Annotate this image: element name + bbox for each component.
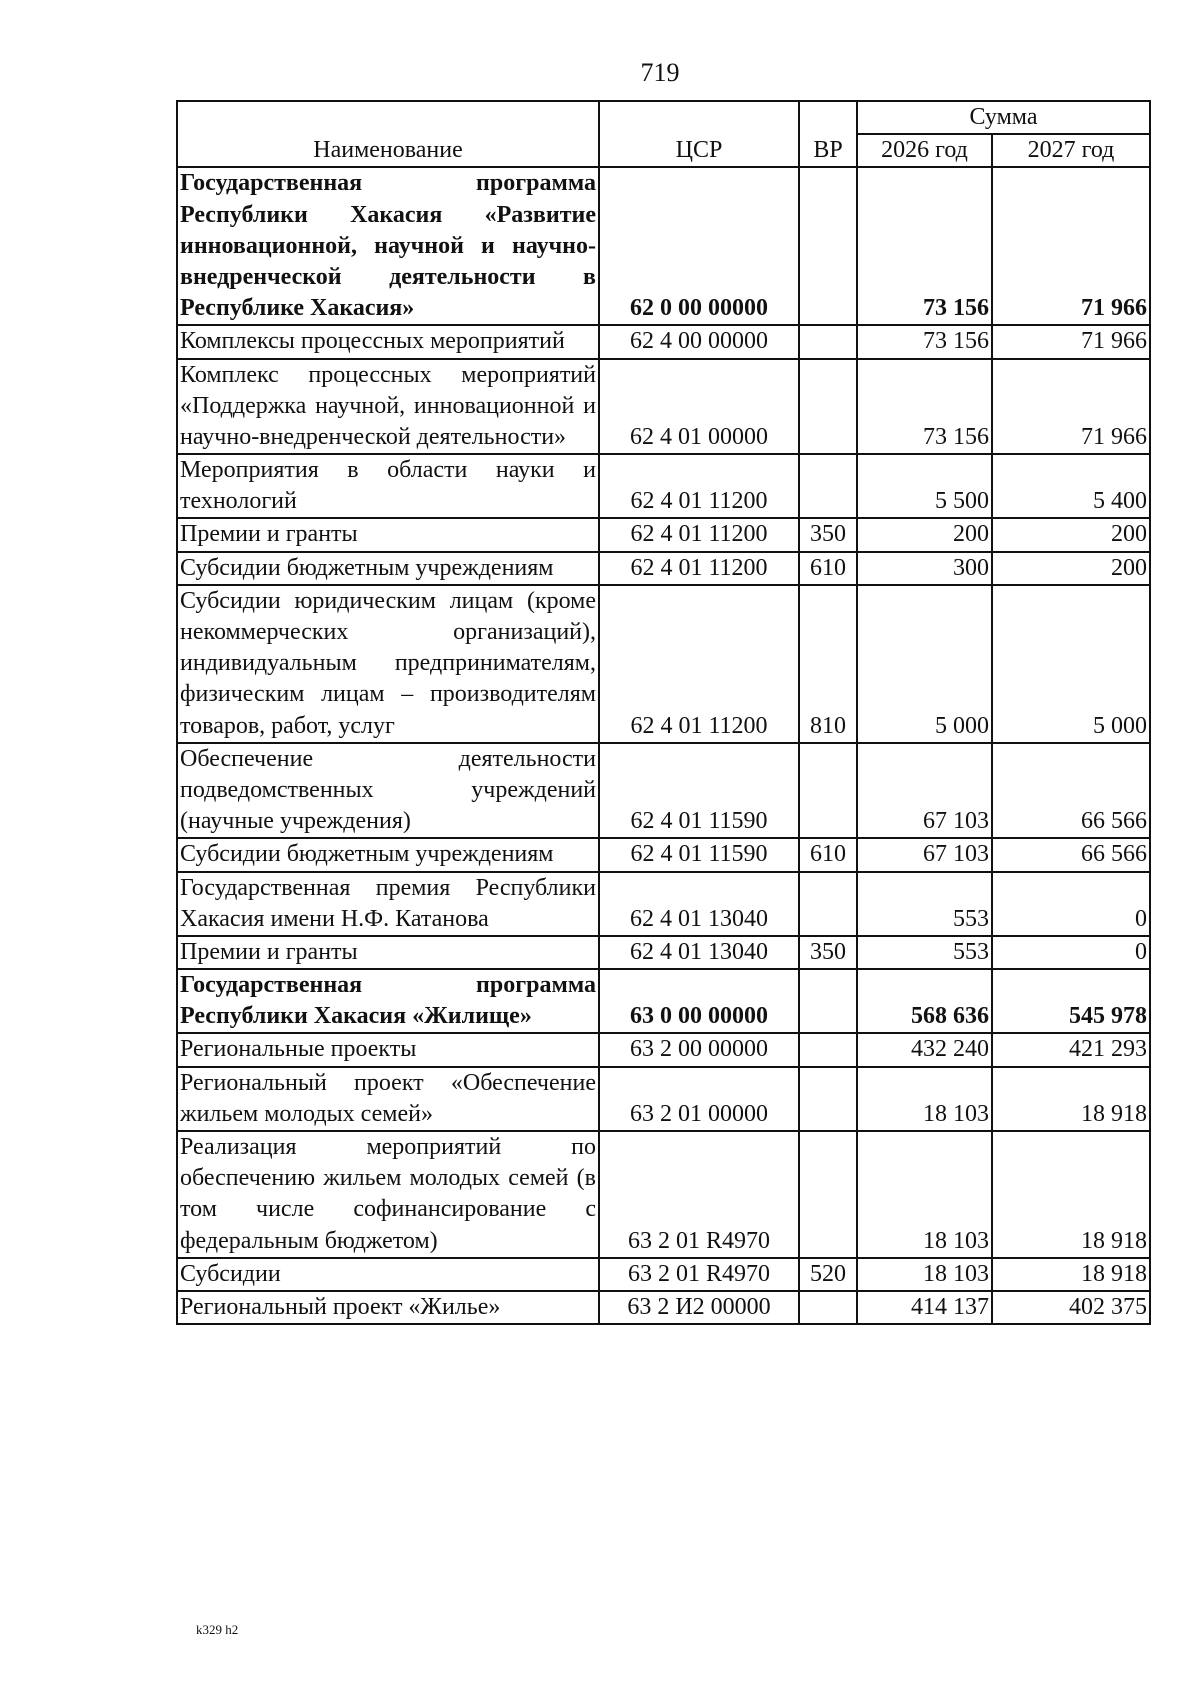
table-row — [177, 585, 1150, 743]
row-csr: 63 0 00 00000 — [599, 969, 799, 1033]
row-sum-2026: 18 103 — [857, 1067, 992, 1131]
row-name: Региональный проект «Жилье» — [177, 1291, 599, 1324]
header-sum: Сумма — [857, 101, 1150, 134]
row-vr — [799, 1033, 857, 1066]
row-sum-2027: 18 918 — [992, 1131, 1150, 1258]
row-sum-2027: 0 — [992, 872, 1150, 936]
row-name: Комплекс процессных мероприятий «Поддержка научной, инновационной и научно-внедренческой деятельности» — [177, 359, 599, 455]
row-vr — [799, 325, 857, 358]
row-csr: 62 4 01 11200 — [599, 585, 799, 743]
page-number: 719 — [640, 58, 680, 87]
header-name: Наименование — [177, 101, 599, 167]
row-sum-2026: 568 636 — [857, 969, 992, 1033]
row-vr: 350 — [799, 936, 857, 969]
row-sum-2026: 553 — [857, 872, 992, 936]
row-sum-2026: 73 156 — [857, 167, 992, 325]
table-row — [177, 743, 1150, 839]
row-sum-2027: 18 918 — [992, 1067, 1150, 1131]
row-sum-2026: 553 — [857, 936, 992, 969]
row-sum-2026: 67 103 — [857, 743, 992, 839]
table-row — [177, 1067, 1150, 1131]
budget-table — [176, 100, 1151, 1325]
table-row — [177, 552, 1150, 585]
row-vr — [799, 743, 857, 839]
row-sum-2027: 66 566 — [992, 838, 1150, 871]
row-sum-2027: 200 — [992, 518, 1150, 551]
row-name: Комплексы процессных мероприятий — [177, 325, 599, 358]
row-sum-2027: 66 566 — [992, 743, 1150, 839]
row-csr: 62 4 01 11200 — [599, 552, 799, 585]
row-csr: 62 4 01 11200 — [599, 518, 799, 551]
row-csr: 62 4 01 11200 — [599, 454, 799, 518]
row-vr: 610 — [799, 552, 857, 585]
row-sum-2027: 71 966 — [992, 167, 1150, 325]
row-sum-2027: 71 966 — [992, 325, 1150, 358]
row-name: Государственная программа Республики Хакасия «Развитие инновационной, научной и научно-внедренческой деятельности в Республике Хакасия» — [177, 167, 599, 325]
row-sum-2027: 200 — [992, 552, 1150, 585]
table-row — [177, 838, 1150, 871]
row-name: Премии и гранты — [177, 518, 599, 551]
row-name: Государственная программа Республики Хакасия «Жилище» — [177, 969, 599, 1033]
row-csr: 62 4 01 11590 — [599, 743, 799, 839]
row-name: Субсидии — [177, 1258, 599, 1291]
header-vr: ВР — [799, 101, 857, 167]
row-vr: 610 — [799, 838, 857, 871]
row-vr — [799, 1067, 857, 1131]
row-sum-2027: 421 293 — [992, 1033, 1150, 1066]
row-csr: 63 2 00 00000 — [599, 1033, 799, 1066]
row-vr — [799, 359, 857, 455]
row-sum-2027: 5 400 — [992, 454, 1150, 518]
row-sum-2026: 73 156 — [857, 325, 992, 358]
table-row — [177, 1131, 1150, 1258]
row-sum-2026: 67 103 — [857, 838, 992, 871]
table-row — [177, 359, 1150, 455]
row-csr: 63 2 01 R4970 — [599, 1131, 799, 1258]
row-sum-2026: 200 — [857, 518, 992, 551]
row-csr: 63 2 И2 00000 — [599, 1291, 799, 1324]
row-name: Субсидии юридическим лицам (кроме некоммерческих организаций), индивидуальным предпринимателям, физическим лицам – производителям товаров, работ, услуг — [177, 585, 599, 743]
row-sum-2027: 0 — [992, 936, 1150, 969]
table-row — [177, 167, 1150, 325]
footer-code: k329 h2 — [196, 1622, 239, 1637]
row-name: Обеспечение деятельности подведомственных учреждений (научные учреждения) — [177, 743, 599, 839]
row-csr: 63 2 01 00000 — [599, 1067, 799, 1131]
row-sum-2026: 432 240 — [857, 1033, 992, 1066]
row-sum-2027: 71 966 — [992, 359, 1150, 455]
row-name: Мероприятия в области науки и технологий — [177, 454, 599, 518]
row-sum-2026: 5 000 — [857, 585, 992, 743]
row-vr — [799, 1131, 857, 1258]
row-csr: 62 4 01 00000 — [599, 359, 799, 455]
header-year-2027: 2027 год — [992, 134, 1150, 167]
table-body — [177, 167, 1150, 1324]
row-csr: 62 4 01 13040 — [599, 936, 799, 969]
row-name: Региональные проекты — [177, 1033, 599, 1066]
row-vr — [799, 1291, 857, 1324]
row-name: Премии и гранты — [177, 936, 599, 969]
row-vr — [799, 969, 857, 1033]
table-row — [177, 969, 1150, 1033]
row-csr: 62 4 01 11590 — [599, 838, 799, 871]
row-sum-2027: 18 918 — [992, 1258, 1150, 1291]
row-sum-2026: 18 103 — [857, 1258, 992, 1291]
table-row — [177, 1291, 1150, 1324]
row-vr: 350 — [799, 518, 857, 551]
table-row — [177, 1033, 1150, 1066]
row-sum-2027: 402 375 — [992, 1291, 1150, 1324]
row-sum-2026: 414 137 — [857, 1291, 992, 1324]
table-row — [177, 1258, 1150, 1291]
header-csr: ЦСР — [599, 101, 799, 167]
row-vr — [799, 167, 857, 325]
row-sum-2026: 5 500 — [857, 454, 992, 518]
row-vr — [799, 872, 857, 936]
row-sum-2027: 545 978 — [992, 969, 1150, 1033]
row-name: Субсидии бюджетным учреждениям — [177, 552, 599, 585]
table-row — [177, 325, 1150, 358]
row-sum-2026: 73 156 — [857, 359, 992, 455]
table-header — [177, 101, 1150, 167]
row-csr: 62 4 01 13040 — [599, 872, 799, 936]
table-row — [177, 518, 1150, 551]
row-vr: 520 — [799, 1258, 857, 1291]
row-name: Государственная премия Республики Хакасия имени Н.Ф. Катанова — [177, 872, 599, 936]
row-csr: 62 4 00 00000 — [599, 325, 799, 358]
row-sum-2026: 300 — [857, 552, 992, 585]
row-name: Субсидии бюджетным учреждениям — [177, 838, 599, 871]
row-csr: 62 0 00 00000 — [599, 167, 799, 325]
header-year-2026: 2026 год — [857, 134, 992, 167]
row-name: Региональный проект «Обеспечение жильем молодых семей» — [177, 1067, 599, 1131]
row-sum-2027: 5 000 — [992, 585, 1150, 743]
table-row — [177, 872, 1150, 936]
table-row — [177, 454, 1150, 518]
row-sum-2026: 18 103 — [857, 1131, 992, 1258]
table-row — [177, 936, 1150, 969]
row-name: Реализация мероприятий по обеспечению жильем молодых семей (в том числе софинансирование с федеральным бюджетом) — [177, 1131, 599, 1258]
row-csr: 63 2 01 R4970 — [599, 1258, 799, 1291]
row-vr: 810 — [799, 585, 857, 743]
row-vr — [799, 454, 857, 518]
